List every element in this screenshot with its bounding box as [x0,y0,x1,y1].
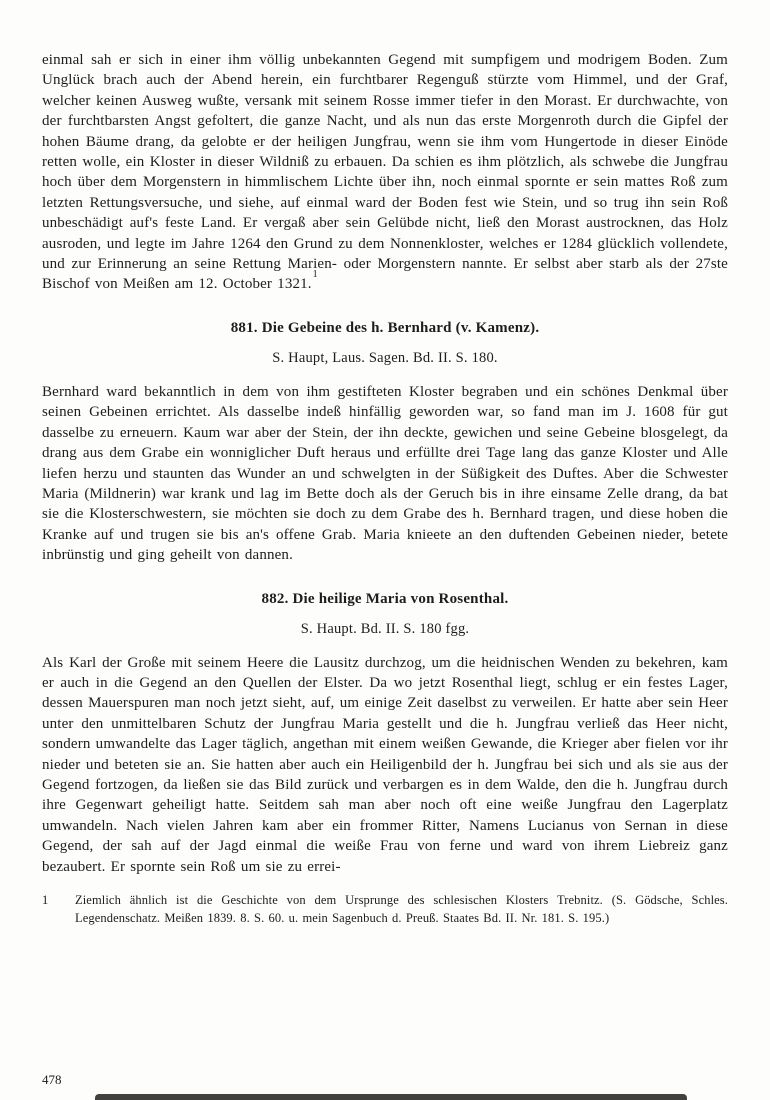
footnote [42,892,728,927]
footnote-reference: 1 [312,269,318,281]
section-heading-882: 882. Die heilige Maria von Rosenthal. [261,590,509,607]
section-body-882: Als Karl der Große mit seinem Heere die Lausitz durchzog, um die heidnischen Wenden zu bekehren, kam er auch in die Gegend an den Quellen der Elster. Da wo jetzt Rosenthal liegt, schlug er ein festes Lager, dessen Mauerspuren man noch jetzt sieht, auf, um einige Zeit daselbst zu verweilen. Er hatte aber sein Heer unter den unmittelbaren Schutz der Jungfrau Maria gestellt und die h. Jungfrau verließ das Heer nicht, sondern umwandelte das Lager täglich, angethan mit einem weißen Gewande, die Krieger aber fielen vor ihr nieder und beteten sie an. Sie hatten aber auch ein Heiligenbild der h. Jungfrau bei sich und als sie aus der Gegend fortzogen, da ließen sie das Bild zurück und verbargen es in dem Walde, den die h. Jungfrau durch ihre Gegenwart geheiligt hatte. Seitdem sah man aber noch oft eine weiße Jungfrau den Lagerplatz umwandeln. Nach vielen Jahren kam aber ein frommer Ritter, Namens Lucianus von Sernan in diese Gegend, der sah auf der Jagd einmal die weiße Frau von ferne und ward von ihrem Liebreiz ganz bezaubert. Er spornte sein Roß um sie zu errei- [42,654,728,875]
source-citation-882: S. Haupt. Bd. II. S. 180 fgg. [300,620,470,637]
footnote-marker: 1 [42,893,49,907]
scan-edge-artifact [95,1094,687,1100]
source-citation-881: S. Haupt, Laus. Sagen. Bd. II. S. 180. [272,349,498,366]
intro-paragraph [42,50,728,295]
section-body-881: Bernhard ward bekanntlich in dem von ihm gestifteten Kloster begraben und ein schönes Denkmal über seinen Gebeinen errichtet. Als dasselbe indeß hinfällig geworden war, so fand man im J. 1608 für gut dasselbe zu erneuern. Kaum war aber der Stein, der ihn deckte, gewichen und seine Gebeine blosgelegt, da drang aus dem Grabe ein wonniglicher Duft heraus und erfüllte drei Tage lang das ganze Kloster und Alle liefen herzu und staunten das Wunder an und schwelgten in der Süßigkeit des Duftes. Aber die Schwester Maria (Mildnerin) war krank und lag im Bette doch als der Geruch bis in ihre einsame Zelle drang, da bat sie die Klosterschwestern, sie möchten sie doch zu dem Grabe des h. Bernhard tragen, und diese hoben die Kranke auf und trugen sie bis an's offene Grab. Maria knieete an den duftenden Gebeinen nieder, betete inbrünstig und ging geheilt von dannen. [42,383,728,564]
footnote-text: Ziemlich ähnlich ist die Geschichte von dem Ursprunge des schlesischen Klosters Trebnitz. (S. Gödsche, Schles. Legendenschatz. Meißen 1839. 8. S. 60. u. mein Sagenbuch d. Preuß. Staates Bd. II. Nr. 181. S. 195.) [75,893,728,925]
intro-paragraph-text: einmal sah er sich in einer ihm völlig unbekannten Gegend mit sumpfigem und modrigem Boden. Zum Unglück brach auch der Abend herein, ein furchtbarer Regenguß stürzte vom Himmel, und der Graf, welcher keinen Ausweg wußte, versank mit seinem Rosse immer tiefer in den Morast. Er durchwachte, von der furchtbarsten Angst gefoltert, die ganze Nacht, und als nun das erste Morgenroth durch die Gipfel der hohen Bäume drang, da gelobte er der heiligen Jungfrau, wenn sie ihm vom Hungertode in dieser Einöde retten wolle, ein Kloster in dieser Wildniß zu erbauen. Da schien es ihm plötzlich, als schwebe die Jungfrau hoch über dem Morgenstern in himmlischem Lichte über ihn, noch einmal spornte er sein mattes Roß zum letzten Rettungsversuche, und siehe, auf einmal ward der Boden fest wie Stein, und so trug ihn sein Roß unbeschädigt auf's feste Land. Er vergaß aber sein Gelübde nicht, ließ den Morast austrocknen, das Holz ausroden, und legte im Jahre 1264 den Grund zu dem Nonnenkloster, welches er 1284 glücklich vollendete, und zur Erinnerung an seine Rettung Marien- oder Morgenstern nannte. Er selbst aber starb als der 27ste Bischof von Meißen am 12. October 1321. [42,52,728,293]
section-heading-881: 881. Die Gebeine des h. Bernhard (v. Kamenz). [230,319,540,336]
page-number: 478 [42,1072,62,1087]
